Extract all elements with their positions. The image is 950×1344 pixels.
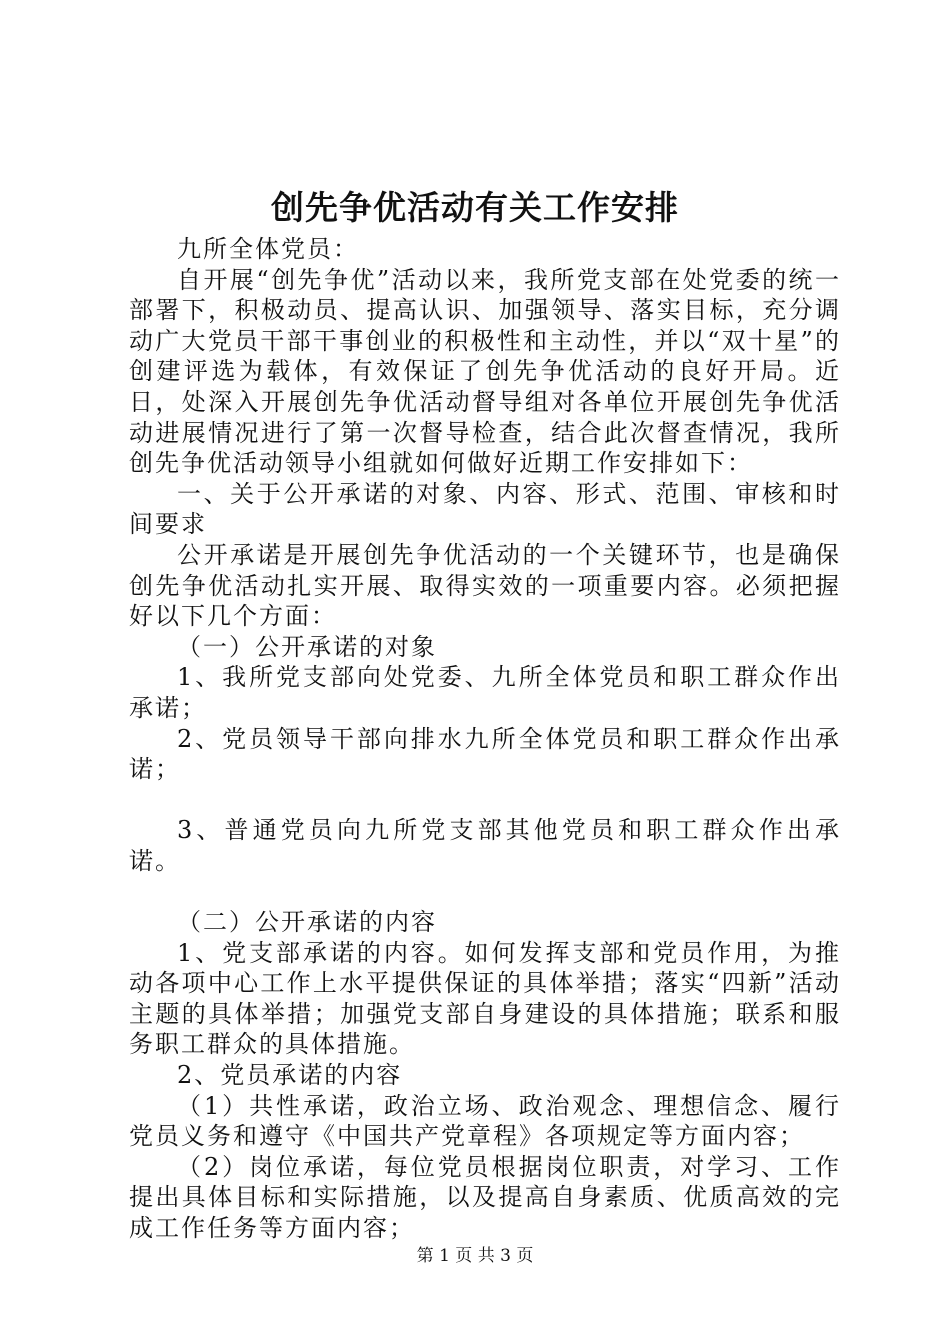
list-item: 3、普通党员向九所党支部其他党员和职工群众作出承诺。 bbox=[129, 816, 841, 875]
list-item: 2、党员领导干部向排水九所全体党员和职工群众作出承诺； bbox=[129, 724, 841, 784]
subsection-heading-2: （二）公开承诺的内容 bbox=[177, 908, 437, 937]
intro-paragraph: 自开展“创先争优”活动以来，我所党支部在处党委的统一部署下，积极动员、提高认识、加强领导、落实目标，充分调动广大党员干部干事创业的积极性和主动性，并以“双十星”的创建评选为载体，有效保证了创先争优活动的良好开局。近日，处深入开展创先争优活动督导组对各单位开展创先争优活动进展情况进行了第一次督导检查，结合此次督查情况，我所创先争优活动领导小组就如何做好近期工作安排如下： bbox=[129, 265, 841, 478]
list-item: （2）岗位承诺，每位党员根据岗位职责，对学习、工作提出具体目标和实际措施，以及提高自身素质、优质高效的完成工作任务等方面内容； bbox=[129, 1152, 841, 1242]
page-number: 第 1 页 共 3 页 bbox=[416, 1246, 534, 1266]
salutation: 九所全体党员： bbox=[177, 235, 359, 263]
section-1-paragraph: 公开承诺是开展创先争优活动的一个关键环节，也是确保创先争优活动扎实开展、取得实效的一项重要内容。必须把握好以下几个方面： bbox=[129, 540, 841, 631]
list-item: 2、党员承诺的内容 bbox=[177, 1061, 403, 1090]
section-heading-1: 一、关于公开承诺的对象、内容、形式、范围、审核和时间要求 bbox=[129, 479, 841, 539]
list-item: 1、我所党支部向处党委、九所全体党员和职工群众作出承诺； bbox=[129, 663, 841, 722]
list-item: 1、党支部承诺的内容。如何发挥支部和党员作用，为推动各项中心工作上水平提供保证的具体举措；落实“四新”活动主题的具体举措；加强党支部自身建设的具体措施；联系和服务职工群众的具体措施。 bbox=[129, 938, 841, 1059]
document-body bbox=[129, 234, 841, 1244]
list-item: （1）共性承诺，政治立场、政治观念、理想信念、履行党员义务和遵守《中国共产党章程》各项规定等方面内容； bbox=[129, 1091, 841, 1151]
document-title: 创先争优活动有关工作安排 bbox=[271, 188, 679, 227]
subsection-heading-1: （一）公开承诺的对象 bbox=[177, 632, 437, 661]
